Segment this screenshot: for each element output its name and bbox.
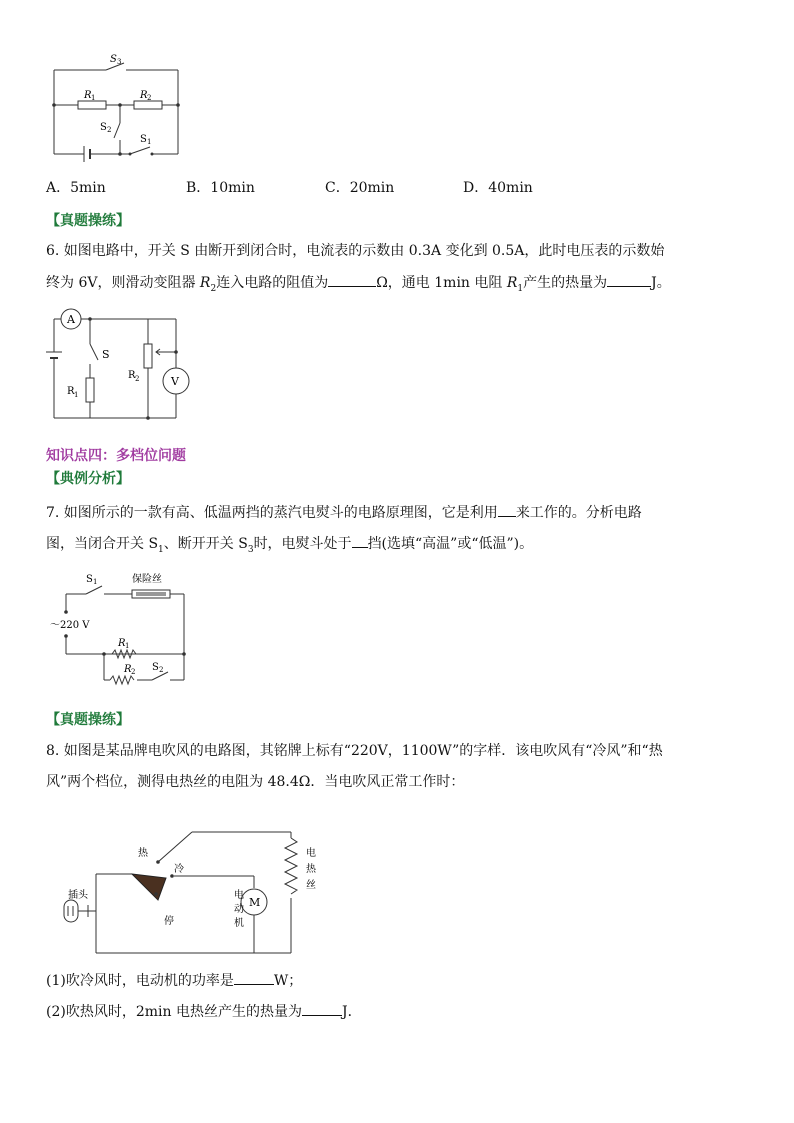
knowledge-point-heading: 知识点四：多档位问题 <box>46 448 186 464</box>
q5-circuit-diagram <box>46 50 186 162</box>
svg-text:2: 2 <box>135 375 140 383</box>
section-heading-real-practice-2: 【真题操练】 <box>46 712 130 728</box>
q7-circuit-diagram <box>48 566 198 690</box>
svg-text:R: R <box>67 386 75 397</box>
svg-text:R: R <box>124 664 132 675</box>
svg-text:1: 1 <box>93 578 98 586</box>
q7-line2: 图，当闭合开关 $S_1$、断开开关 $S_3$时，电熨斗处于 挡(选填“高温”或“低温”)。 <box>46 533 533 560</box>
plug-label: 插头 <box>68 890 88 901</box>
svg-text:2: 2 <box>131 668 136 676</box>
q7-line1: 7. 如图所示的一款有高、低温两挡的蒸汽电熨斗的电路原理图，它是利用 来工作的。分析电路 <box>46 502 642 523</box>
stop-label: 停 <box>164 916 174 927</box>
q6-blank-heat[interactable] <box>607 272 651 287</box>
q8-sub2: (2)吹热风时，2min 电热丝产生的热量为 J． <box>46 1001 362 1022</box>
label-s3: S <box>110 54 117 65</box>
motor-symbol: M <box>249 896 261 909</box>
cold-label: 冷 <box>174 864 184 875</box>
q5-option-b: B．10min <box>186 180 255 196</box>
svg-text:1: 1 <box>125 642 130 650</box>
voltage-label: ～220 V <box>50 620 90 631</box>
section-heading-real-practice: 【真题操练】 <box>46 213 130 229</box>
label-s1: S <box>140 134 147 145</box>
section-heading-example: 【典例分析】 <box>46 471 130 487</box>
q8-blank-motor-power[interactable] <box>234 970 274 985</box>
svg-text:R: R <box>118 638 126 649</box>
q8-blank-heat[interactable] <box>302 1001 342 1016</box>
svg-text:丝: 丝 <box>306 880 316 891</box>
label-s2: S <box>100 122 107 133</box>
fuse-label: 保险丝 <box>132 574 162 585</box>
hot-label: 热 <box>138 848 148 859</box>
svg-text:S: S <box>152 662 159 673</box>
q8-line2: 风”两个档位，测得电热丝的电阻为 48.4Ω．当电吹风正常工作时： <box>46 774 465 790</box>
q8-line1: 8. 如图是某品牌电吹风的电路图，其铭牌上标有“220V，1100W”的字样．该电吹风有“冷风”和“热 <box>46 743 663 759</box>
svg-text:电: 电 <box>234 890 244 901</box>
q7-blank-mode[interactable] <box>352 533 368 548</box>
q7-blank-principle[interactable] <box>498 502 516 517</box>
q6-blank-resistance[interactable] <box>328 272 376 287</box>
svg-text:2: 2 <box>107 126 112 134</box>
svg-text:1: 1 <box>74 391 79 399</box>
svg-text:S: S <box>86 574 93 585</box>
svg-text:电: 电 <box>306 848 316 859</box>
svg-text:1: 1 <box>147 138 152 146</box>
svg-text:3: 3 <box>117 58 122 66</box>
svg-text:2: 2 <box>147 94 152 102</box>
svg-text:2: 2 <box>159 666 164 674</box>
q5-option-c: C．20min <box>325 180 395 196</box>
label-r1: R <box>84 90 92 101</box>
svg-text:1: 1 <box>91 94 96 102</box>
q6-line2: 终为 6V，则滑动变阻器 $R_2$连入电路的阻值为 Ω，通电 1min 电阻 $R_1$产生的热量为 J。 <box>46 272 671 299</box>
q6-circuit-diagram <box>44 306 194 424</box>
q5-option-a: A．5min <box>46 180 106 196</box>
label-r2: R <box>140 90 148 101</box>
q5-option-d: D．40min <box>463 180 533 196</box>
svg-text:热: 热 <box>306 864 316 875</box>
svg-text:机: 机 <box>234 918 244 929</box>
q8-hairdryer-circuit <box>56 820 326 960</box>
ammeter-label: A <box>67 313 75 326</box>
svg-text:动: 动 <box>234 904 244 915</box>
svg-text:R: R <box>128 370 136 381</box>
q6-line1: 6. 如图电路中，开关 S 由断开到闭合时，电流表的示数由 0.3A 变化到 0.5A，此时电压表的示数始 <box>46 243 665 259</box>
voltmeter-label: V <box>171 375 179 388</box>
q8-sub1: (1)吹冷风时，电动机的功率是 W； <box>46 970 302 991</box>
label-switch-s: S <box>102 348 110 361</box>
